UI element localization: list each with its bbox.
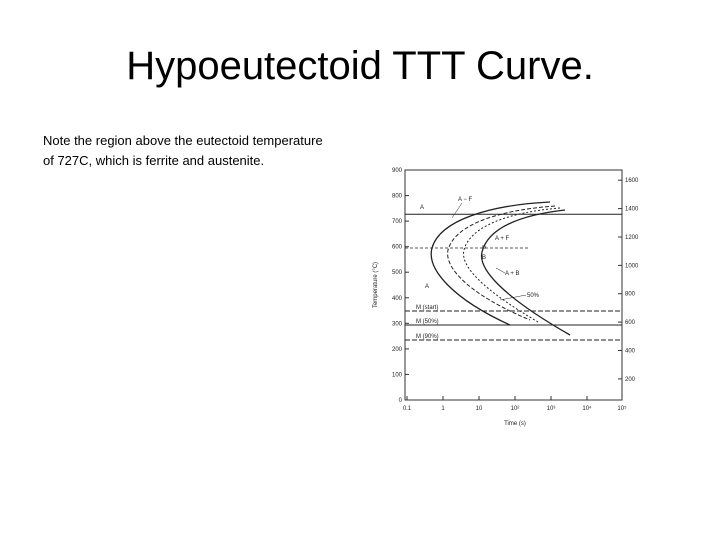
label-b: B <box>482 255 487 261</box>
fifty-percent-curve <box>464 208 560 322</box>
x-tick-10000: 10⁴ <box>582 406 592 412</box>
finish-curve <box>482 210 570 335</box>
ttt-diagram <box>360 160 660 435</box>
y-tick-f-200: 200 <box>625 376 636 383</box>
label-a-b: A + B <box>505 271 520 277</box>
x-axis-label: Time (s) <box>504 421 526 427</box>
x-tick-10: 10 <box>475 406 483 412</box>
y-tick-100: 100 <box>391 372 402 379</box>
ttt-diagram-svg <box>360 160 660 435</box>
note-line-1: Note the region above the eutectoid temperature <box>43 133 323 148</box>
label-m50: M (50%) <box>416 319 439 325</box>
y-tick-f-1600: 1600 <box>625 178 639 185</box>
y-tick-900: 900 <box>391 168 402 174</box>
y-tick-500: 500 <box>391 270 402 277</box>
label-a-top: A <box>420 205 425 211</box>
y-tick-700: 700 <box>391 219 402 226</box>
y-tick-f-1000: 1000 <box>625 263 639 270</box>
y-tick-f-1400: 1400 <box>625 206 639 213</box>
plot-frame <box>405 170 622 400</box>
label-af-mid: A + F <box>495 236 510 242</box>
label-fifty: 50% <box>527 293 540 299</box>
y-tick-f-400: 400 <box>625 348 636 355</box>
y-ticks-celsius <box>392 168 409 404</box>
start-curve <box>431 202 550 325</box>
label-ms: M (start) <box>416 305 439 311</box>
note-text <box>43 131 373 171</box>
y-tick-300: 300 <box>391 321 402 328</box>
label-a-left: A <box>425 284 430 290</box>
y-tick-600: 600 <box>391 244 402 251</box>
note-line-2: of 727C, which is ferrite and austenite. <box>43 153 265 168</box>
slide-title: Hypoeutectoid TTT Curve. <box>126 44 594 88</box>
ferrite-curve <box>448 206 555 320</box>
x-tick-100000: 10⁵ <box>617 406 627 412</box>
y-tick-f-600: 600 <box>625 320 636 327</box>
label-m90: M (90%) <box>416 334 439 340</box>
y-tick-f-1200: 1200 <box>625 235 639 241</box>
y-tick-f-800: 800 <box>625 291 636 298</box>
y-tick-200: 200 <box>391 346 402 353</box>
y-axis-label: Temperature (°C) <box>373 261 379 309</box>
y-tick-800: 800 <box>391 193 402 200</box>
y-ticks-fahrenheit <box>618 178 639 383</box>
y-tick-400: 400 <box>391 295 402 302</box>
x-tick-100: 10² <box>510 406 520 412</box>
label-a-f: A − F <box>458 197 473 203</box>
x-tick-1: 1 <box>441 406 445 412</box>
label-p: P <box>482 246 487 252</box>
y-tick-0: 0 <box>398 398 402 404</box>
x-ticks <box>403 396 627 412</box>
x-tick-1000: 10³ <box>546 406 556 412</box>
x-tick-0-1: 0.1 <box>402 406 412 412</box>
